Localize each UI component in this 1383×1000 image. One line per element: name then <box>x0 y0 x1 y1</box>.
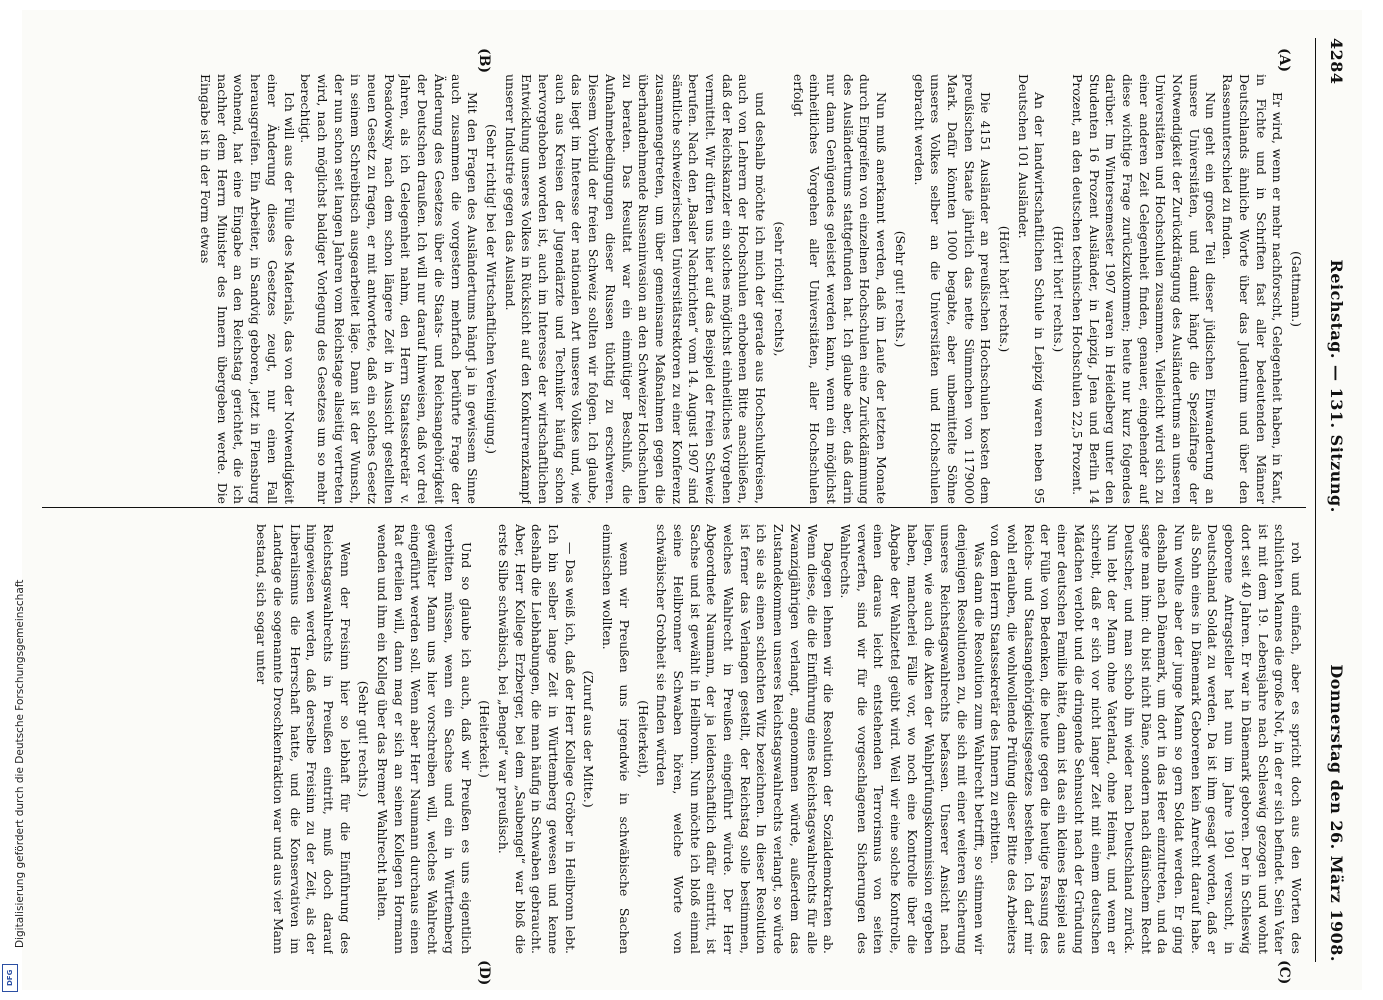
margin-marker-d: (D) <box>475 960 492 986</box>
session-date: Donnerstag den 26. März 1908. <box>1326 664 1346 962</box>
paragraph: Und so glaube ich auch, daß wir Preußen es uns eigentlich verbitten müssen, wenn ein Sachse und ein in Württemberg gewählter Mann uns hier vorschreiben will, welches Wahlrecht eingeführt werden soll. Wenn aber Herr Naumann durchaus einen Rat erteilen will, dann mag er sich an seinen Kollegen Hormann wenden und ihm ein Kolleg über das Bremer Wahlrecht halten. <box>374 524 474 954</box>
credit-text: Digitalisierung gefördert durch die Deutsche Forschungsgemeinschaft <box>14 579 26 948</box>
margin-marker-b: (B) <box>475 48 492 74</box>
page-header <box>1315 38 1346 962</box>
paragraph: Die 4151 Ausländer an preußischen Hochschulen kosten dem preußischen Staate jährlich das nette Sümmchen von 1179000 Mark. Dafür könnten 1000 begabte, aber unbemittelte Söhne unseres Volkes selber an die Universitäten und Hochschulen gebracht werden. <box>911 74 993 504</box>
paragraph: (Sehr gut! rechts.) <box>355 680 371 798</box>
paragraph: wenn wir Preußen uns irgendwie in schwäbische Sachen einmischen wollten. <box>599 524 632 954</box>
paragraph: Wenn der Freisinn hier so lebhaft für die Einführung des Reichstagswahlrechts in Preußen eintritt, muß doch darauf hingewiesen werden, daß derselbe Freisinn zu der Zeit, als der Liberalismus die Herrschaft hatte, und die Konservativen im Landtage die sogenannte Droschkenfraktion war und aus vier Mann bestand, sich sogar unter <box>253 524 353 954</box>
paragraph: An der landwirtschaftlichen Schule in Leipzig waren neben 95 Deutschen 101 Ausländer. <box>1015 74 1047 504</box>
right-text-column <box>44 524 1304 954</box>
right-paragraphs <box>252 524 1304 954</box>
paragraph: (Hört! hört! rechts.) <box>996 225 1012 353</box>
paragraph: und deshalb möchte ich mich der gerade aus Hochschulkreisen, auch von Lehrern der Hochschulen erhobenen Bitte anschließen, daß der Reichskanzler ein solches möglichst einheitliches Vorgehen vermittelt. Wir dürfen uns hier auf das Beispiel der freien Schweiz berufen. Nach den „Basler Nachrichten“ vom 14. August 1907 sind sämtliche schweizerischen Universitätsrektoren zu einer Konferenz zusammengetreten, um über gemeinsame Maßnahmen gegen die überhandnehmende Russeninvasion an den Schweizer Hochschulen zu beraten. Das Resultat war ein einmütiger Beschluß, die Aufnahmebedingungen dieser Russen tüchtig zu erschweren. Diesem Vorbild der freien Schweiz sollten wir folgen. Ich glaube, das liegt im Interesse der nationalen Art unseres Volkes und, wie auch aus Kreisen der Jugendärzte und Techniker häufig schon hervorgehoben worden ist, auch im Interesse der wirtschaftlichen Entwicklung unseres Volkes in Rücksicht auf den Konkurrenzkampf unserer Industrie gegen das Ausland. <box>502 74 768 504</box>
paragraph: (Heiterkeit.) <box>476 700 492 778</box>
paragraph: roh und einfach, aber es spricht doch aus den Worten des schlichten Mannes die große Not, in der er sich befindet. Sein Vater ist mit dem 19. Lebensjahre nach Schleswig gezogen und wohnt dort seit 40 Jahren. Er war in Dänemark geboren. Der in Schleswig geborene Antragsteller hat nun im Jahre 1901 versucht, in Deutschland Soldat zu werden. Da ist ihm gesagt worden, daß er als Sohn eines in Dänemark Geborenen kein Anrecht darauf habe. Nun wollte aber der junge Mann so gern Soldat werden. Er ging deshalb nach Dänemark, um dort in das Heer einzutreten, und da sagte man ihm: du bist nicht Däne, sondern nach dänischem Recht Deutscher, und man schob ihn wieder nach Deutschland zurück. Nun lebt der Mann ohne Vaterland, ohne Heimat, und wenn er schreibt, daß er sich vor nicht langer Zeit mit einem deutschen Mädchen verlobt und die dringende Sehnsucht nach der Gründung einer deutschen Familie hätte, dann ist das ein kleines Beispiel aus der Fülle von Bedenken, die heute gegen die heutige Fassung des Reichs- und Staatsangehörigkeitsgesetzes bestehen. Ich darf mir wohl erlauben, die wohlwollende Prüfung dieser Bitte des Arbeiters von dem Herrn Staatssekretär des Innern zu erbitten. <box>987 524 1304 954</box>
left-text-column <box>44 74 1304 504</box>
paragraph: (sehr richtig! rechts), <box>771 221 787 357</box>
paragraph: Was dann die Resolution zum Wahlrecht betrifft, so stimmen wir denjenigen Resolutionen zu, die sich mit einer weiteren Sicherung unseres Reichstagswahlrechts befassen. Unserer Ansicht nach liegen, wie auch die Akten der Wahlprüfungskommission ergeben haben, mancherlei Fälle vor, wo noch eine Kontrolle über die Abgabe der Wahlzettel geübt wird. Weil wir eine solche Kontrolle, einen daraus leicht entstehenden Terrorismus von seiten verwerfen, sind wir für die vorgeschlagenen Sicherungen des Wahlrechts. <box>837 524 987 954</box>
paragraph: Ich will aus der Fülle des Materials, das von der Notwendigkeit einer Änderung dieses Gesetzes zeugt, nur einen Fall herausgreifen. Ein Arbeiter, in Sandvig geboren, jetzt in Flensburg wohnend, hat eine Eingabe an den Reichstag gerichtet, die ich nachher dem Herrn Minister des Innern übergeben werde. Die Eingabe ist in der Form etwas <box>197 74 297 504</box>
paragraph: (Sehr richtig! bei der Wirtschaftlichen Vereinigung.) <box>483 124 499 454</box>
column-divider <box>42 507 1306 508</box>
paragraph: (Heiterkeit), <box>635 700 651 778</box>
left-paragraphs <box>196 74 1285 504</box>
paragraph: (Sehr gut! rechts.) <box>892 230 908 348</box>
page-number: 4284 <box>1326 38 1346 85</box>
paragraph: (Zuruf aus der Mitte.) <box>580 670 596 808</box>
paragraph: (Hört! hört! rechts.) <box>1050 225 1066 353</box>
paragraph: — Das weiß ich, daß der Herr Kollege Gröber in Heilbronn lebt. Ich bin selber lange Zeit in Württemberg gewesen und kenne deshalb die Liebhabungen, die man häufig in Schwaben gebraucht. Aber, Herr Kollege Erzberger, bei dem „Saubengel“ war bloß die erste Silbe schwäbisch, bei „Bengel“ war preußisch. <box>495 524 578 954</box>
paragraph: Mit den Fragen des Ausländertums hängt ja in gewissem Sinne auch zusammen die vorgestern mehrfach berührte Frage der Änderung des Gesetzes über die Staats- und Reichsangehörigkeit der Deutschen draußen. Ich will nur darauf hinweisen, daß vor drei Jahren, als ich Gelegenheit nahm, den Herrn Staatssekretär v. Posadowsky nach dem schon längere Zeit in Aussicht gestellten neuen Gesetz zu fragen, er mit antwortete, daß ein solches Gesetz in seinem Schreibtisch ausgearbeitet läge. Dann ist der Wunsch, der nun schon seit langen Jahren vom Reichstage allseitig vertreten wird, nach möglichst baldiger Vorlegung des Gesetzes um so mehr berechtigt. <box>297 74 480 504</box>
page-title: Reichstag. — 131. Sitzung. <box>1326 259 1346 513</box>
rotated-page <box>22 10 1362 990</box>
margin-marker-c: (C) <box>1275 960 1292 985</box>
paragraph: Dagegen lehnen wir die Resolution der Sozialdemokraten ab. Wenn diese, die die Einführung eines Reichstagswahlrechts für alle Zwanzigjährigen verlangt, angenommen würde, außerdem das Zustandekommen unseres Reichstagswahlrechts verlangt, so würde ich sie als einen schlechten Witz bezeichnen. In dieser Resolution ist ferner das Verlangen gestellt, der Reichstag solle bestimmen, welches Wahlrecht in Preußen eingeführt würde. Der Herr Abgeordnete Naumann, der ja leidenschaftlich dafür eintritt, ist Sachse und ist gewählt in Heilbronn. Nun möchte ich bloß einmal seine Heilbronner Schwaben hören, welche Worte von schwäbischer Grobheit sie finden würden <box>653 524 836 954</box>
paragraph: Nun geht ein großer Teil dieser jüdischen Einwanderung an unsere Universitäten, und damit hängt die Spezialfrage der Notwendigkeit der Zurückdrängung des Ausländertums an unseren Universitäten und Hochschulen zusammen. Vielleicht wird sich zu einer anderen Zeit Gelegenheit finden, genauer, eingehender auf diese wichtige Frage zurückzukommen; heute nur kurz folgendes darüber. Im Wintersemester 1907 waren in Heidelberg unter den Studenten 16 Prozent Ausländer, in Leipzig, Jena und Berlin 14 Prozent, an den deutschen technischen Hochschulen 22,5 Prozent. <box>1069 74 1218 504</box>
margin-marker-a: (A) <box>1275 48 1292 73</box>
paragraph: Nun muß anerkannt werden, daß im Laufe der letzten Monate durch Eingreifen von einzelnen Hochschulen eine Zurückdämmung des Ausländertums stattgefunden hat. Ich glaube aber, daß darin nur dann Genügendes geleistet werden kann, wenn ein möglichst einheitliches Vorgehen aller Universitäten, aller Hochschulen erfolgt <box>790 74 889 504</box>
dfg-logo: DFG <box>2 964 18 992</box>
paragraph: Er wird, wenn er mehr nachforscht, Gelegenheit haben, in Kant, in Fichte und in Schriften fast aller bedeutenden Männer Deutschlands ähnliche Worte über das Judentum und über den Rassenunterschied zu finden. <box>1219 74 1285 504</box>
speaker-name: (Gattmann.) <box>1288 251 1304 327</box>
digitization-credit <box>2 260 26 960</box>
